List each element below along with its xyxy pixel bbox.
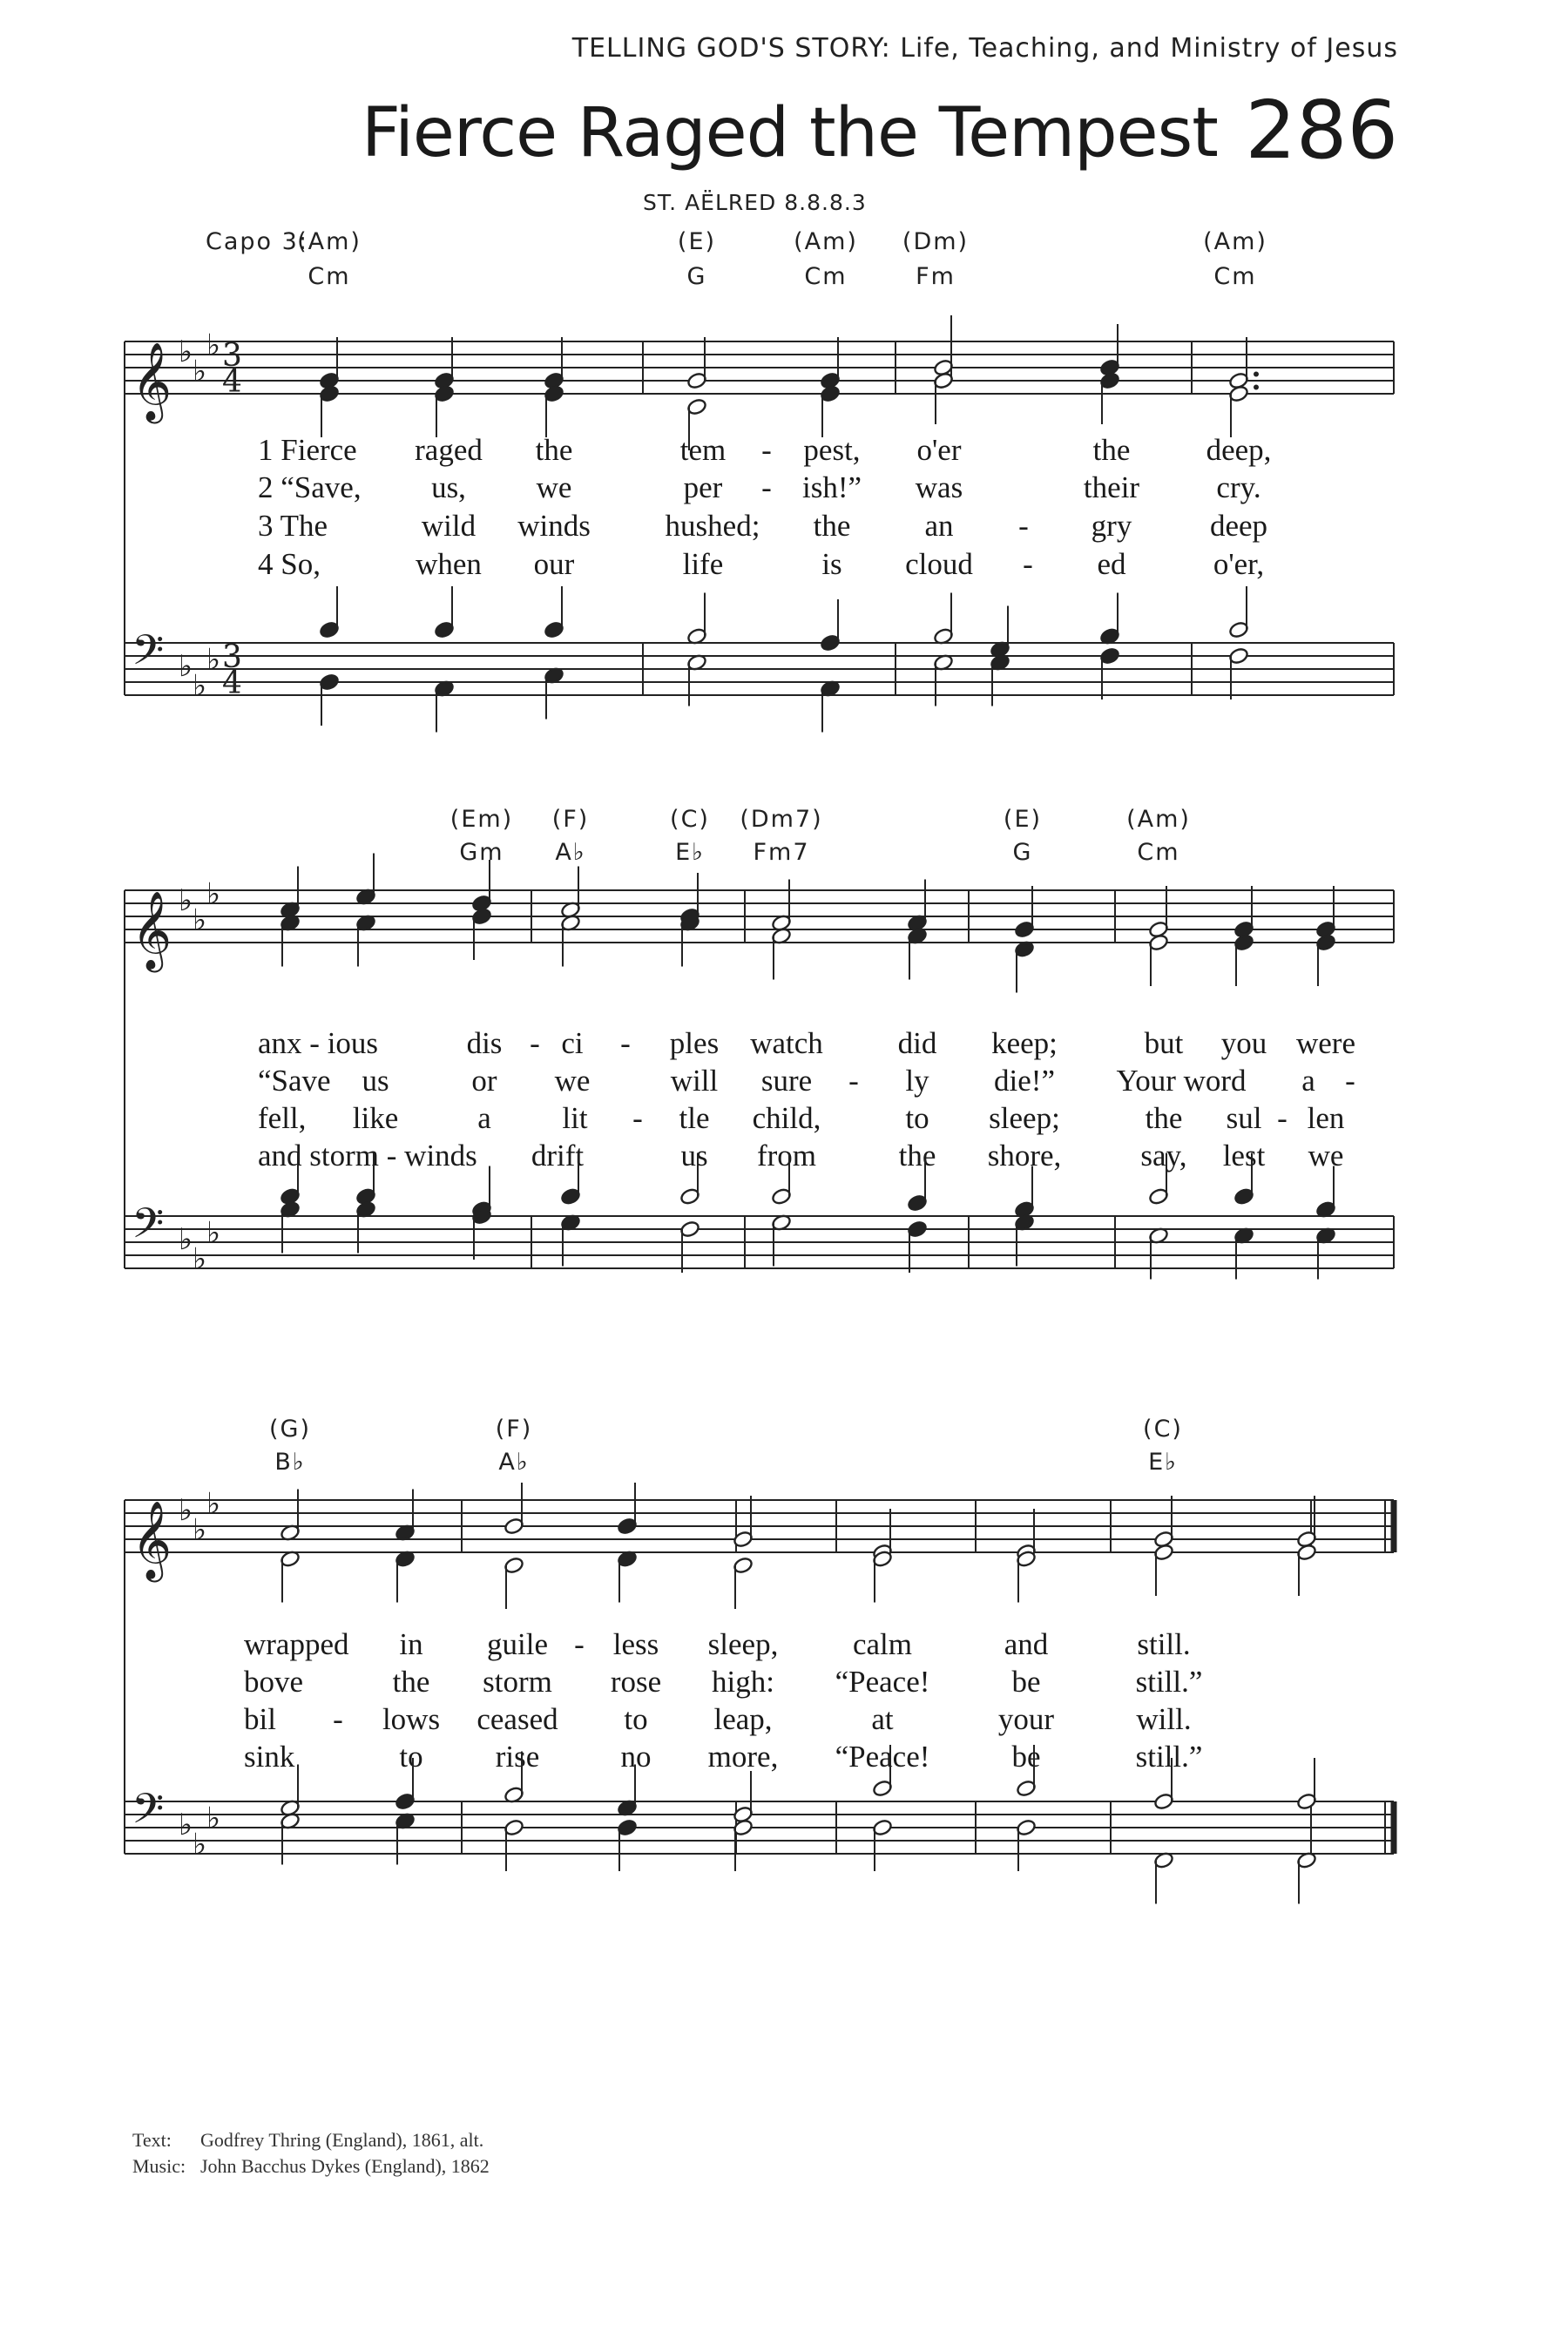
lyric-syllable: -	[1345, 1064, 1355, 1098]
lyric-syllable: to	[399, 1740, 423, 1774]
chord-concert: Cm	[1213, 263, 1257, 290]
lyric-syllable: -	[632, 1101, 643, 1135]
chord-concert: A♭	[498, 1449, 530, 1476]
chord-concert: G	[1012, 839, 1033, 866]
time-signature-top: 3	[222, 338, 242, 374]
flat-sign: ♭	[193, 1512, 207, 1548]
chord-concert: E♭	[675, 839, 705, 866]
lyric-syllable: still.”	[1135, 1665, 1203, 1699]
lyric-syllable: guile	[487, 1627, 548, 1661]
bass-clef: 𝄢	[132, 625, 165, 685]
treble-clef: 𝄞	[132, 1501, 172, 1579]
flat-sign: ♭	[206, 876, 221, 912]
lyric-syllable: child,	[752, 1101, 821, 1135]
lyric-syllable: sure	[760, 1064, 813, 1098]
lyric-syllable: wild	[421, 509, 476, 543]
lyric-syllable: like	[352, 1101, 399, 1135]
lyric-syllable: in	[399, 1627, 423, 1661]
lyric-syllable: cry.	[1216, 470, 1261, 504]
lyric-syllable: and storm - winds	[258, 1139, 477, 1173]
treble-clef: 𝄞	[132, 342, 172, 421]
lyric-syllable: you	[1220, 1026, 1267, 1060]
lyric-syllable: we	[1308, 1139, 1344, 1173]
lyric-syllable: their	[1083, 470, 1140, 504]
chord-capo: (C)	[670, 806, 710, 833]
lyric-syllable: -	[761, 470, 772, 504]
capo-label: Capo 3:	[206, 228, 308, 255]
lyric-syllable: Your word	[1116, 1064, 1247, 1098]
lyric-syllable: ish!”	[801, 470, 862, 504]
lyric-syllable: from	[756, 1139, 817, 1173]
lyric-syllable: we	[536, 470, 572, 504]
chord-concert: Cm	[804, 263, 848, 290]
lyric-syllable: or	[471, 1064, 497, 1098]
hymn-title: Fierce Raged the Tempest	[362, 94, 1218, 172]
lyric-syllable: ples	[669, 1026, 720, 1060]
hymn-number: 286	[1245, 84, 1398, 177]
lyric-syllable: bove	[244, 1665, 304, 1699]
dot	[1254, 372, 1259, 377]
lyric-syllable: an	[924, 509, 954, 543]
lyric-syllable: “Peace!	[835, 1665, 930, 1699]
lyric-syllable: the	[1145, 1101, 1183, 1135]
lyric-syllable: still.	[1137, 1627, 1191, 1661]
flat-sign: ♭	[179, 1222, 193, 1257]
lyric-syllable: us	[362, 1064, 389, 1098]
flat-sign: ♭	[193, 1827, 207, 1862]
lyric-syllable: ly	[905, 1064, 929, 1098]
flat-sign: ♭	[193, 668, 207, 704]
chord-concert: G	[686, 263, 707, 290]
lyric-syllable: less	[612, 1627, 659, 1661]
flat-sign: ♭	[206, 1486, 221, 1522]
time-signature-bottom: 4	[222, 364, 242, 400]
flat-sign: ♭	[179, 335, 193, 369]
lyric-syllable: no	[620, 1740, 652, 1774]
credit-text-value: Godfrey Thring (England), 1861, alt.	[200, 2129, 484, 2151]
lyric-syllable: a	[477, 1101, 491, 1135]
chord-capo: (Dm7)	[740, 806, 823, 833]
flat-sign: ♭	[193, 354, 207, 389]
bass-clef: 𝄢	[132, 1199, 165, 1258]
lyric-syllable: 4 So,	[258, 547, 321, 581]
lyric-syllable: per	[683, 470, 723, 504]
lyric-syllable: bil	[244, 1702, 276, 1736]
lyric-syllable: leap,	[713, 1702, 773, 1736]
lyric-syllable: -	[848, 1064, 859, 1098]
flat-sign: ♭	[179, 649, 193, 684]
credit-music-value: John Bacchus Dykes (England), 1862	[200, 2155, 490, 2177]
lyric-syllable: and	[1004, 1627, 1049, 1661]
lyric-syllable: the	[535, 433, 573, 467]
time-signature-bottom: 4	[222, 666, 242, 701]
time-signature-top: 3	[222, 639, 242, 675]
lyric-syllable: we	[554, 1064, 591, 1098]
chord-capo: (Em)	[449, 806, 514, 833]
lyric-syllable: “Save	[258, 1064, 331, 1098]
lyric-syllable: -	[574, 1627, 585, 1661]
chord-capo: (E)	[677, 228, 717, 255]
lyric-syllable: sleep;	[989, 1101, 1060, 1135]
flat-sign: ♭	[206, 1801, 221, 1836]
lyric-syllable: lest	[1222, 1139, 1266, 1173]
section-heading: TELLING GOD'S STORY: Life, Teaching, and Ministry of Jesus	[571, 33, 1398, 64]
lyric-syllable: to	[905, 1101, 929, 1135]
lyric-syllable: lows	[382, 1702, 441, 1736]
flat-sign: ♭	[206, 1215, 221, 1251]
lyric-syllable: ci	[561, 1026, 584, 1060]
lyric-syllable: your	[997, 1702, 1055, 1736]
lyric-syllable: storm	[483, 1665, 552, 1699]
chord-capo: (G)	[269, 1416, 311, 1443]
lyric-syllable: wrapped	[244, 1627, 349, 1661]
lyric-syllable: shore,	[987, 1139, 1062, 1173]
chord-concert: A♭	[555, 839, 586, 866]
dot	[1254, 385, 1259, 390]
lyric-syllable: sul	[1226, 1101, 1262, 1135]
chord-capo: (F)	[495, 1416, 533, 1443]
lyric-syllable: raged	[415, 433, 483, 467]
chord-capo: (Dm)	[902, 228, 970, 255]
lyric-syllable: tle	[679, 1101, 710, 1135]
tune-name: ST. AËLRED 8.8.8.3	[643, 190, 867, 215]
flat-sign: ♭	[193, 902, 207, 938]
lyric-syllable: -	[1018, 509, 1029, 543]
lyric-syllable: pest,	[803, 433, 861, 467]
lyric-syllable: be	[1011, 1665, 1041, 1699]
lyric-syllable: to	[624, 1702, 648, 1736]
lyric-syllable: still.”	[1135, 1740, 1203, 1774]
lyric-syllable: keep;	[991, 1026, 1058, 1060]
lyric-syllable: more,	[707, 1740, 779, 1774]
lyric-syllable: -	[761, 433, 772, 467]
lyric-syllable: dis	[466, 1026, 503, 1060]
lyric-syllable: rise	[495, 1740, 540, 1774]
lyric-syllable: cloud	[905, 547, 973, 581]
lyric-syllable: 3 The	[258, 509, 328, 543]
chord-concert: E♭	[1148, 1449, 1178, 1476]
lyric-syllable: did	[897, 1026, 937, 1060]
flat-sign: ♭	[193, 1241, 207, 1277]
lyric-syllable: drift	[531, 1139, 585, 1173]
lyric-syllable: the	[392, 1665, 430, 1699]
lyric-syllable: 2 “Save,	[258, 470, 362, 504]
lyric-syllable: is	[821, 547, 842, 581]
lyric-syllable: deep	[1209, 509, 1268, 543]
lyric-syllable: -	[333, 1702, 343, 1736]
lyric-syllable: the	[1092, 433, 1131, 467]
lyric-syllable: be	[1011, 1740, 1041, 1774]
chord-concert: Gm	[459, 839, 504, 866]
chord-capo: (Am)	[297, 228, 362, 255]
lyric-syllable: sink	[244, 1740, 295, 1774]
lyric-syllable: deep,	[1206, 433, 1272, 467]
credit-text-label: Text:	[132, 2129, 172, 2151]
lyric-syllable: lit	[562, 1101, 588, 1135]
lyric-syllable: winds	[517, 509, 591, 543]
flat-sign: ♭	[179, 1493, 193, 1528]
lyric-syllable: -	[530, 1026, 540, 1060]
lyric-syllable: rose	[610, 1665, 662, 1699]
lyric-syllable: tem	[679, 433, 727, 467]
bass-clef: 𝄢	[132, 1784, 165, 1843]
chord-capo: (C)	[1143, 1416, 1183, 1443]
chord-concert: Cm	[308, 263, 351, 290]
lyric-syllable: us,	[431, 470, 466, 504]
treble-clef: 𝄞	[132, 891, 172, 970]
lyric-syllable: calm	[852, 1627, 913, 1661]
lyric-syllable: len	[1307, 1101, 1345, 1135]
chord-capo: (E)	[1003, 806, 1043, 833]
chord-concert: Fm	[916, 263, 956, 290]
chord-concert: B♭	[274, 1449, 306, 1476]
chord-concert: Cm	[1137, 839, 1180, 866]
chord-capo: (Am)	[1203, 228, 1267, 255]
lyric-syllable: -	[1023, 547, 1033, 581]
lyric-syllable: sleep,	[707, 1627, 779, 1661]
lyric-syllable: die!”	[994, 1064, 1055, 1098]
lyric-syllable: say,	[1140, 1139, 1187, 1173]
flat-sign: ♭	[179, 883, 193, 918]
lyric-syllable: but	[1144, 1026, 1184, 1060]
lyric-syllable: life	[682, 547, 724, 581]
lyric-syllable: -	[620, 1026, 631, 1060]
chord-capo: (Am)	[1126, 806, 1191, 833]
lyric-syllable: at	[871, 1702, 894, 1736]
chord-capo: (F)	[551, 806, 590, 833]
lyric-syllable: were	[1295, 1026, 1356, 1060]
lyric-syllable: “Peace!	[835, 1740, 930, 1774]
lyric-syllable: -	[1277, 1101, 1288, 1135]
lyric-syllable: will.	[1136, 1702, 1192, 1736]
lyric-syllable: anx - ious	[258, 1026, 379, 1060]
chord-capo: (Am)	[794, 228, 858, 255]
lyric-syllable: ed	[1097, 547, 1126, 581]
credit-music-label: Music:	[132, 2155, 186, 2177]
lyric-syllable: a	[1301, 1064, 1315, 1098]
lyric-syllable: hushed;	[665, 509, 760, 543]
lyric-syllable: 1 Fierce	[258, 433, 357, 467]
lyric-syllable: o'er	[916, 433, 962, 467]
lyric-syllable: the	[813, 509, 851, 543]
lyric-syllable: fell,	[258, 1101, 307, 1135]
lyric-syllable: high:	[712, 1665, 774, 1699]
lyric-syllable: us	[680, 1139, 708, 1173]
lyric-syllable: will	[670, 1064, 719, 1098]
lyric-syllable: ceased	[476, 1702, 558, 1736]
flat-sign: ♭	[179, 1808, 193, 1842]
lyric-syllable: was	[915, 470, 963, 504]
flat-sign: ♭	[206, 328, 221, 363]
lyric-syllable: the	[898, 1139, 936, 1173]
chord-concert: Fm7	[753, 839, 810, 866]
lyric-syllable: when	[416, 547, 482, 581]
flat-sign: ♭	[206, 642, 221, 678]
lyric-syllable: watch	[750, 1026, 823, 1060]
lyric-syllable: o'er,	[1213, 547, 1265, 581]
lyric-syllable: our	[533, 547, 575, 581]
lyric-syllable: gry	[1091, 509, 1132, 543]
